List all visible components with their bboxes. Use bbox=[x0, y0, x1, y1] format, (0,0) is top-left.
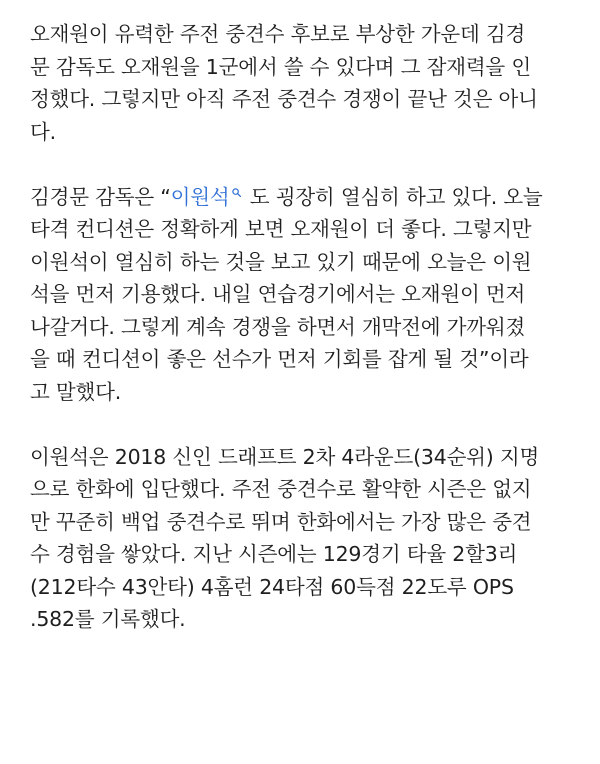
text-line: 이원석은 2018 신인 드래프트 2차 4라운드(34순위) 지명 bbox=[30, 444, 540, 469]
text-line: 타격 컨디션은 정확하게 보면 오재원이 더 좋다. 그렇지만 bbox=[30, 217, 532, 241]
text-line: 정했다. 그렇지만 아직 주전 중견수 경쟁이 끝난 것은 아니 bbox=[30, 87, 538, 111]
text-line: 다. bbox=[30, 119, 56, 144]
text-line: 수 경험을 쌓았다. 지난 시즌에는 129경기 타율 2할3리 bbox=[30, 542, 518, 566]
text-line: 이원석이 열심히 하는 것을 보고 있기 때문에 오늘은 이원 bbox=[30, 249, 532, 274]
quote-suffix: 도 굉장히 열심히 하고 있다. 오늘 bbox=[243, 184, 543, 209]
text-line: 고 말했다. bbox=[30, 379, 122, 404]
text-line: 으로 한화에 입단했다. 주전 중견수로 활약한 시즌은 없지 bbox=[30, 477, 532, 501]
text-line: 오재원이 유력한 주전 중견수 후보로 부상한 가운데 김경 bbox=[30, 22, 526, 46]
text-line: (212타수 43안타) 4홈런 24타점 60득점 22도루 OPS bbox=[30, 574, 514, 599]
text-line: 문 감독도 오재원을 1군에서 쓸 수 있다며 그 잠재력을 인 bbox=[30, 54, 531, 79]
paragraph-3 bbox=[30, 441, 590, 636]
text-line: 을 때 컨디션이 좋은 선수가 먼저 기회를 잡게 될 것”이라 bbox=[30, 347, 529, 371]
text-line: 석을 먼저 기용했다. 내일 연습경기에서는 오재원이 먼저 bbox=[30, 282, 526, 306]
text-line: .582를 기록했다. bbox=[30, 607, 186, 631]
paragraph-2 bbox=[30, 181, 590, 409]
text-line bbox=[30, 181, 590, 214]
text-line: 나갈거다. 그렇게 계속 경쟁을 하면서 개막전에 가까워졌 bbox=[30, 314, 526, 339]
paragraph-1 bbox=[30, 18, 590, 148]
keyword-link-player[interactable]: 이원석 bbox=[170, 184, 230, 209]
search-icon[interactable] bbox=[232, 188, 241, 197]
quote-prefix: 김경문 감독은 “ bbox=[30, 184, 171, 209]
text-line: 만 꾸준히 백업 중견수로 뛰며 한화에서는 가장 많은 중견 bbox=[30, 509, 532, 534]
article-body bbox=[30, 18, 590, 668]
